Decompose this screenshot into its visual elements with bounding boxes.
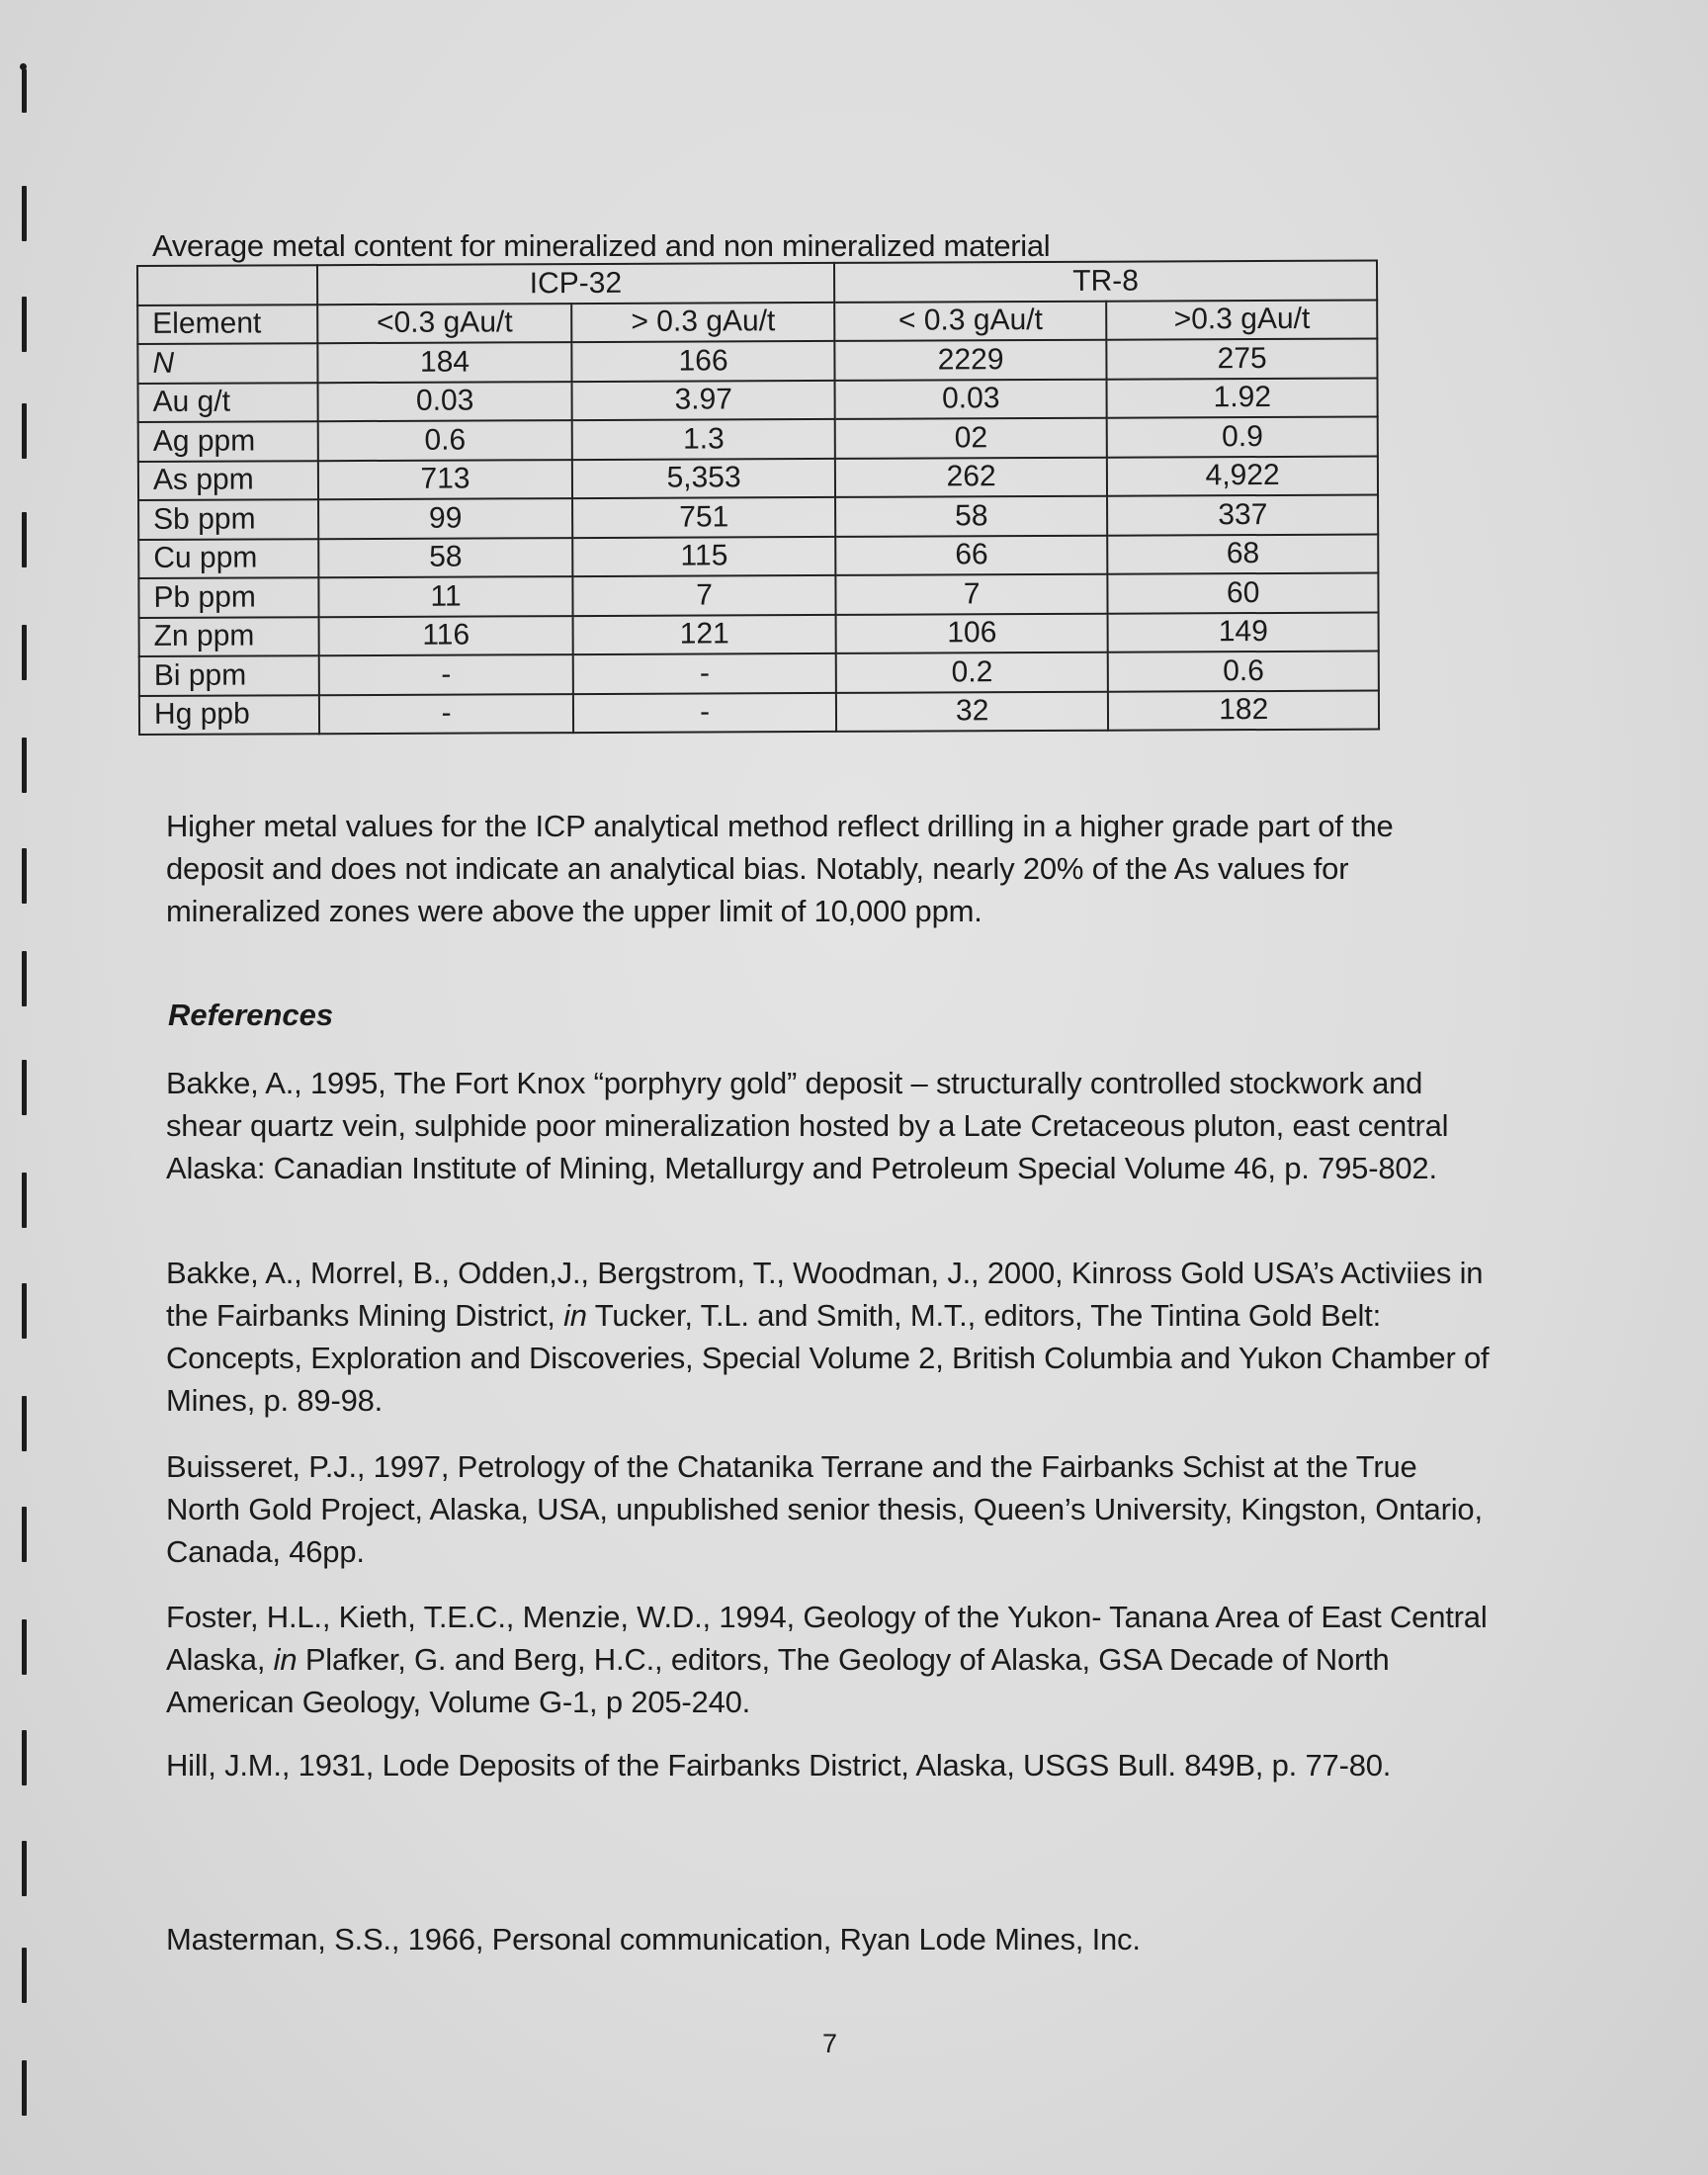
column-header: > 0.3 gAu/t	[572, 302, 835, 342]
reference-text: Hill, J.M., 1931, Lode Deposits of the Fairbanks District, Alaska, USGS Bull. 849B, p. 77-80.	[166, 1748, 1392, 1783]
value-cell: 166	[572, 341, 835, 382]
value-cell: 184	[317, 342, 572, 383]
reference-text: Foster, H.L., Kieth, T.E.C., Menzie, W.D., 1994, Geology of the Yukon- Tanana Area of East Central Alaska,	[166, 1600, 1488, 1677]
element-cell: As ppm	[138, 461, 318, 500]
body-paragraph: Higher metal values for the ICP analytical method reflect drilling in a higher grade part of the deposit and does not indicate an analytical bias. Notably, nearly 20% of the As values for mineralized zones were above the upper limit of 10,000 ppm.	[166, 809, 1394, 928]
binding-mark	[22, 1730, 27, 1785]
value-cell: 0.03	[834, 379, 1107, 419]
binding-mark	[22, 403, 27, 459]
binding-mark	[22, 1060, 27, 1115]
value-cell: 4,922	[1107, 456, 1378, 496]
references-heading: References	[168, 998, 334, 1032]
value-cell: 66	[835, 535, 1108, 575]
value-cell: 02	[835, 418, 1108, 459]
column-header: >0.3 gAu/t	[1107, 300, 1378, 340]
table-row	[138, 456, 1378, 500]
value-cell: 262	[835, 457, 1108, 497]
value-cell: 713	[318, 460, 573, 500]
reference-entry	[166, 1062, 1491, 1189]
value-cell: 0.2	[836, 652, 1109, 693]
binding-mark	[22, 297, 27, 352]
table-row	[138, 378, 1378, 422]
value-cell: 7	[573, 575, 836, 616]
value-cell: 0.03	[317, 382, 572, 422]
value-cell: 106	[835, 613, 1108, 653]
reference-text: Masterman, S.S., 1966, Personal communication, Ryan Lode Mines, Inc.	[166, 1922, 1141, 1957]
binding-mark	[22, 512, 27, 567]
binding-mark	[22, 186, 27, 241]
reference-entry	[166, 1445, 1491, 1573]
value-cell: -	[319, 694, 574, 735]
table-row	[139, 612, 1379, 656]
table-row	[137, 339, 1377, 384]
reference-text: Bakke, A., Morrel, B., Odden,J., Bergstrom, T., Woodman, J., 2000, Kinross Gold USA’s Activiies in the Fairbanks Mining District,	[166, 1256, 1484, 1333]
value-cell: -	[573, 653, 836, 694]
element-cell: Cu ppm	[138, 539, 318, 578]
binding-mark	[22, 69, 27, 113]
element-cell: Sb ppm	[138, 499, 318, 539]
reference-text: Bakke, A., 1995, The Fort Knox “porphyry gold” deposit – structurally controlled stockwork and shear quartz vein, sulphide poor mineralization hosted by a Late Cretaceous pluton, east central Alaska: Canadian Institute of Mining, Metallurgy and Petroleum Special Volume 46, p. 795-802.	[166, 1066, 1449, 1185]
element-cell: N	[137, 343, 317, 383]
value-cell: 275	[1107, 339, 1378, 380]
page-number: 7	[822, 2029, 838, 2058]
value-cell: -	[319, 654, 574, 695]
column-header-row	[137, 300, 1377, 344]
table-row	[138, 495, 1378, 540]
binding-mark	[22, 1948, 27, 2003]
value-cell: 2229	[834, 340, 1107, 381]
binding-mark	[22, 1173, 27, 1228]
reference-entry	[166, 1596, 1491, 1723]
value-cell: 68	[1108, 534, 1379, 574]
group-header-icp32: ICP-32	[317, 263, 834, 304]
table-row	[138, 534, 1378, 578]
value-cell: 60	[1108, 573, 1379, 614]
value-cell: 116	[318, 616, 573, 656]
element-cell: Zn ppm	[139, 617, 319, 656]
value-cell: 0.6	[317, 420, 572, 461]
binding-mark	[22, 1396, 27, 1451]
reference-entry	[166, 1252, 1491, 1422]
column-header: Element	[137, 304, 317, 344]
value-cell: 58	[835, 496, 1108, 537]
value-cell: 121	[573, 614, 836, 654]
binding-mark	[22, 1841, 27, 1896]
reference-entry	[166, 1918, 1491, 1960]
element-cell: Au g/t	[138, 383, 318, 422]
group-header-row	[137, 261, 1377, 305]
group-header-tr8: TR-8	[834, 261, 1377, 303]
value-cell: 115	[573, 536, 836, 576]
reference-text: Plafker, G. and Berg, H.C., editors, The Geology of Alaska, GSA Decade of North American Geology, Volume G-1, p 205-240.	[166, 1642, 1390, 1719]
binding-mark	[22, 848, 27, 904]
table-caption: Average metal content for mineralized and non mineralized material	[152, 228, 1051, 263]
binding-mark	[22, 1619, 27, 1675]
value-cell: 751	[572, 497, 835, 538]
value-cell: 149	[1108, 612, 1379, 652]
metal-content-table	[136, 260, 1380, 736]
reference-italic: in	[273, 1642, 298, 1677]
value-cell: 32	[836, 691, 1109, 732]
binding-mark	[22, 738, 27, 793]
empty-header-cell	[137, 265, 317, 304]
element-cell: Ag ppm	[138, 421, 318, 461]
reference-text: Tucker, T.L. and Smith, M.T., editors, The Tintina Gold Belt: Concepts, Exploration and Discoveries, Special Volume 2, British Columbia and Yukon Chamber of Mines, p. 89-98.	[166, 1298, 1490, 1418]
table-row	[138, 573, 1378, 618]
value-cell: 7	[835, 574, 1108, 615]
value-cell: 58	[318, 538, 573, 578]
value-cell: 0.6	[1108, 652, 1379, 692]
binding-mark	[22, 625, 27, 680]
reference-entry	[166, 1744, 1491, 1786]
value-cell: 0.9	[1107, 417, 1378, 458]
element-cell: Hg ppb	[139, 695, 319, 735]
binding-mark	[22, 951, 27, 1006]
reference-text: Buisseret, P.J., 1997, Petrology of the Chatanika Terrane and the Fairbanks Schist at the True North Gold Project, Alaska, USA, unpublished senior thesis, Queen’s University, Kingston, Ontario, Canada, 46pp.	[166, 1449, 1483, 1569]
value-cell: 337	[1107, 495, 1378, 536]
value-cell: 11	[318, 576, 573, 617]
value-cell: 1.3	[572, 419, 835, 460]
element-cell: Bi ppm	[139, 655, 319, 695]
table-row	[138, 417, 1378, 462]
value-cell: -	[573, 692, 836, 733]
value-cell: 3.97	[572, 380, 835, 420]
element-cell: Pb ppm	[138, 577, 318, 617]
binding-mark	[22, 1507, 27, 1562]
value-cell: 182	[1108, 690, 1379, 731]
column-header: <0.3 gAu/t	[317, 304, 572, 344]
binding-mark	[22, 2060, 27, 2116]
column-header: < 0.3 gAu/t	[834, 301, 1107, 341]
table-row	[139, 690, 1379, 735]
reference-italic: in	[563, 1298, 587, 1333]
table-row	[139, 652, 1379, 696]
value-cell: 99	[318, 498, 573, 539]
value-cell: 5,353	[572, 458, 835, 498]
binding-mark	[22, 1283, 27, 1339]
value-cell: 1.92	[1107, 378, 1378, 418]
